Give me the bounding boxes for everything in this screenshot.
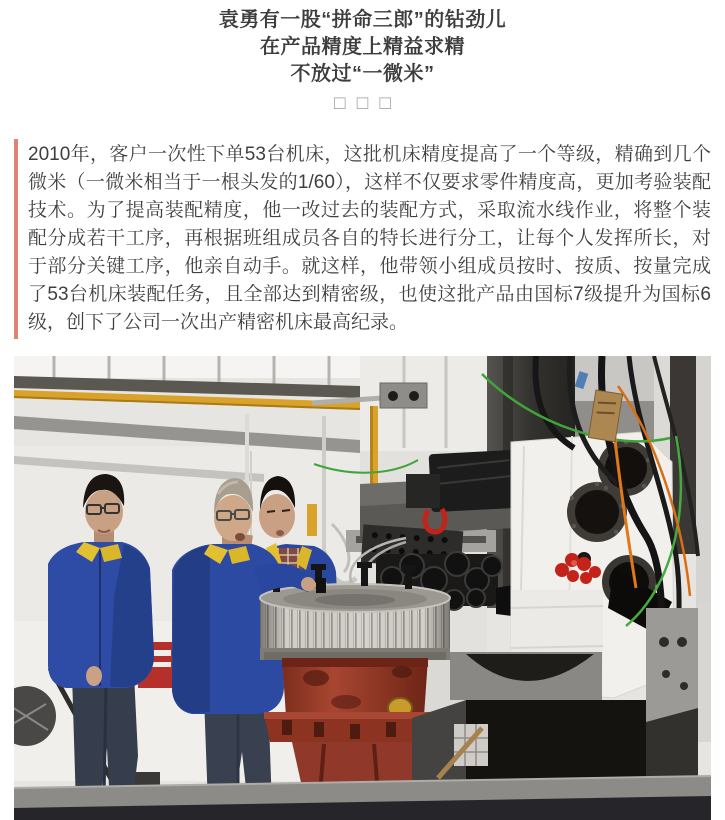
machine-motor xyxy=(429,450,518,512)
article-paragraph-block xyxy=(14,139,711,339)
square-icon: □ xyxy=(356,93,369,114)
article-header xyxy=(0,0,725,88)
article-photo xyxy=(14,356,711,820)
paragraph-text: 2010年，客户一次性下单53台机床，这批机床精度提高了一个等级，精确到几个微米（一微米相当于一根头发的1/60），这样不仅要求零件精度高，更加考验装配技术。为了提高装配精度，他一改过去的装配方式，采取流水线作业，将整个装配分成若干工序，再根据班组成员各自的特长进行分工，让每个人发挥所长，对于部分关键工序，他亲自动手。就这样，他带领小组成员按时、按质、按量完成了53台机床装配任务，且全部达到精密级，也使这批产品由国标7级提升为国标6级，创下了公司一次出产精密机床最高纪录。 xyxy=(28,144,711,333)
square-icon: □ xyxy=(379,93,391,114)
headline-line-3: 不放过“一微米” xyxy=(290,63,435,85)
decoration-squares xyxy=(0,94,725,113)
sensor-box xyxy=(380,383,427,408)
wall-bracket xyxy=(307,504,317,536)
headline-line-2: 在产品精度上精益求精 xyxy=(260,36,465,58)
workshop-photo-illustration xyxy=(14,356,711,820)
square-icon: □ xyxy=(333,93,346,114)
headline-line-1: 袁勇有一股“拼命三郎”的钻劲儿 xyxy=(218,9,507,31)
